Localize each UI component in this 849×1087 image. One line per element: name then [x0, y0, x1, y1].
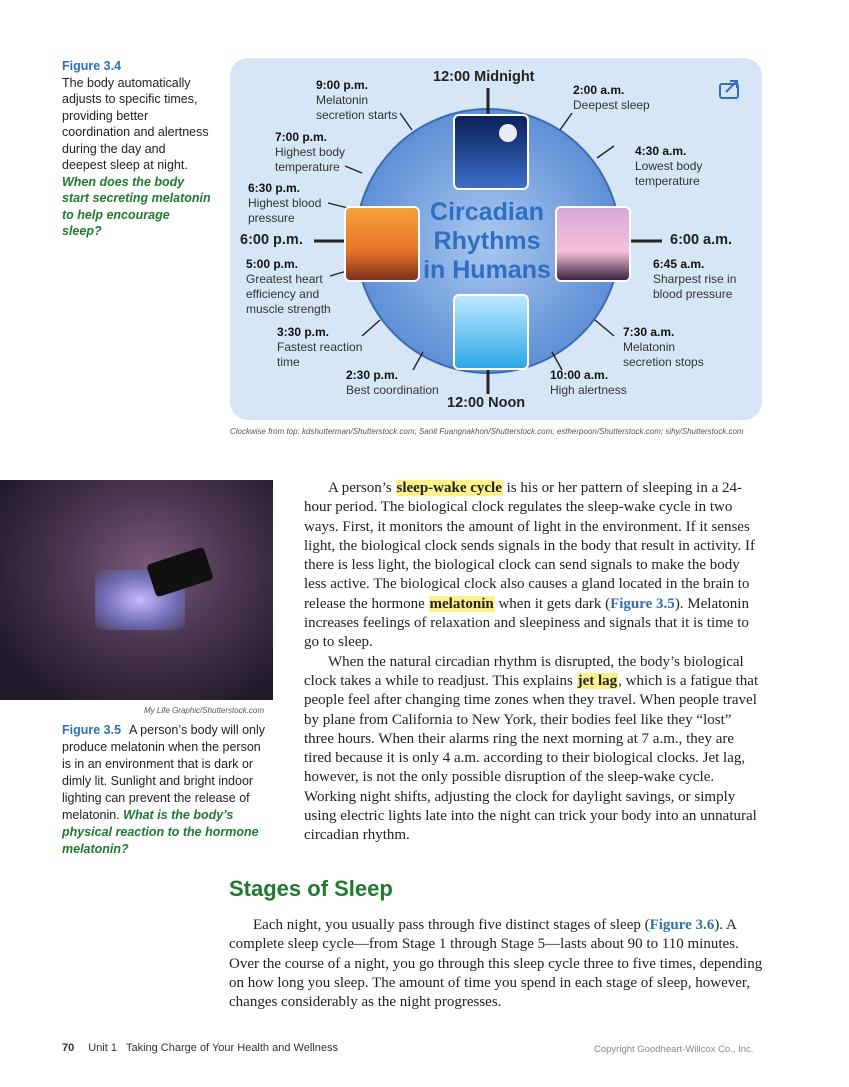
- caption-question: When does the body start secreting melatonin to help encourage sleep?: [62, 174, 211, 238]
- caption-question: What is the body’s physical reaction to the hormone melatonin?: [62, 808, 259, 856]
- figure-3-6-link[interactable]: Figure 3.6: [649, 917, 715, 933]
- child-with-phone-photo: [0, 480, 273, 700]
- title-line: in Humans: [423, 256, 551, 284]
- body-text: [304, 479, 764, 846]
- event-1900: 7:00 p.m. Highest body temperature: [275, 130, 346, 174]
- event-2100: 9:00 p.m. Melatonin secretion starts: [316, 78, 398, 122]
- six-pm-label: 6:00 p.m.: [240, 232, 303, 248]
- caption-text: A person’s body will only produce melatonin when the person is in an environment that is dark or dimly lit. Sunlight and bright indoor lighting can prevent the release of melatonin.: [62, 723, 266, 822]
- event-0645: 6:45 a.m. Sharpest rise in blood pressure: [653, 257, 737, 301]
- six-am-label: 6:00 a.m.: [670, 232, 733, 248]
- paragraph: A person’s sleep-wake cycle is his or her pattern of sleeping in a 24-hour period. The biological clock regulates the sleep-wake cycle in two ways. First, it monitors the amount of light in the environment. If it senses light, the biological clock sends signals in the body that result in activity. If there is less light, the biological clock can send signals to make the body less active. The biological clock also causes a gland located in the brain to release the hormone melatonin when it gets dark (Figure 3.5). Melatonin increases feelings of relaxation and sleepiness and signals that it is time to go to sleep.: [304, 480, 756, 651]
- paragraph: When the natural circadian rhythm is disrupted, the body’s biological clock takes a while to readjust. This explains jet lag, which is a fatigue that people feel after changing time zones when they travel. When people travel by plane from California to New York, their bodies feel like they “lost” three hours. When their alarms ring the next morning at 7 a.m., they are tired because it is only 4 a.m. according to their biological clocks. Jet lag, however, is not the only possible disruption of the sleep-wake cycle. Working night shifts, adjusting the clock for daylight savings, or simply using electric lights late into the night can trick your body into an unnatural circadian rhythm.: [304, 653, 759, 844]
- diagram-credit: Clockwise from top: kdshutterman/Shutterstock.com; Sanit Fuangnakhon/Shutterstock.com; estherpoon/Shutterstock.com; sihy/Shutterstock.com: [230, 427, 744, 436]
- term-jet-lag: jet lag: [577, 672, 618, 689]
- event-0430: 4:30 a.m. Lowest body temperature: [635, 144, 703, 188]
- copyright: Copyright Goodheart-Willcox Co., Inc.: [594, 1044, 754, 1055]
- figure-label: Figure 3.4: [62, 59, 122, 73]
- dusk-mountain-photo: [344, 206, 420, 282]
- noon-label: 12:00 Noon: [447, 395, 526, 411]
- caption-text: The body automatically adjusts to specific times, providing better coordination and alertness during the day and deepest sleep at night.: [62, 75, 209, 172]
- figure-3-5-link[interactable]: Figure 3.5: [610, 595, 675, 612]
- figure-3-5-caption: [62, 722, 272, 858]
- event-1830: 6:30 p.m. Highest blood pressure: [248, 181, 322, 225]
- event-1700: 5:00 p.m. Greatest heart efficiency and muscle strength: [246, 257, 331, 316]
- title-line: Circadian: [430, 198, 544, 226]
- unit-title: Unit 1 Taking Charge of Your Health and Wellness: [88, 1042, 338, 1054]
- dawn-palm-photo: [555, 206, 631, 282]
- figure-3-4-caption: [62, 58, 212, 240]
- section-heading: Stages of Sleep: [229, 876, 393, 901]
- page-number: 70: [62, 1042, 75, 1054]
- event-1530: 3:30 p.m. Fastest reaction time: [277, 325, 363, 369]
- share-icon: [720, 81, 738, 98]
- page-footer: [62, 1042, 338, 1054]
- event-1430: 2:30 p.m. Best coordination: [346, 368, 439, 397]
- event-0730: 7:30 a.m. Melatonin secretion stops: [623, 325, 704, 369]
- paragraph: Each night, you usually pass through five distinct stages of sleep (Figure 3.6). A complete sleep cycle—from Stage 1 through Stage 5—lasts about 90 to 110 minutes. Over the course of a night, you go through this sleep cycle three to five times, depending on how long you sleep. The amount of time you spend in each stage of sleep, however, changes considerably as the night progresses.: [229, 917, 763, 1011]
- photo-credit: My Life Graphic/Shutterstock.com: [144, 706, 265, 715]
- figure-label: Figure 3.5: [62, 723, 122, 737]
- title-line: Rhythms: [433, 227, 541, 255]
- night-moon-photo: [453, 114, 529, 190]
- midnight-label: 12:00 Midnight: [433, 69, 535, 85]
- circadian-diagram: [230, 58, 762, 420]
- event-0200: 2:00 a.m. Deepest sleep: [573, 83, 650, 112]
- diagram-title: [412, 198, 562, 285]
- term-melatonin: melatonin: [429, 595, 494, 612]
- day-sky-photo: [453, 294, 529, 370]
- event-1000: 10:00 a.m. High alertness: [550, 368, 627, 397]
- term-sleep-wake-cycle: sleep-wake cycle: [396, 480, 502, 496]
- section-body: [229, 916, 764, 1012]
